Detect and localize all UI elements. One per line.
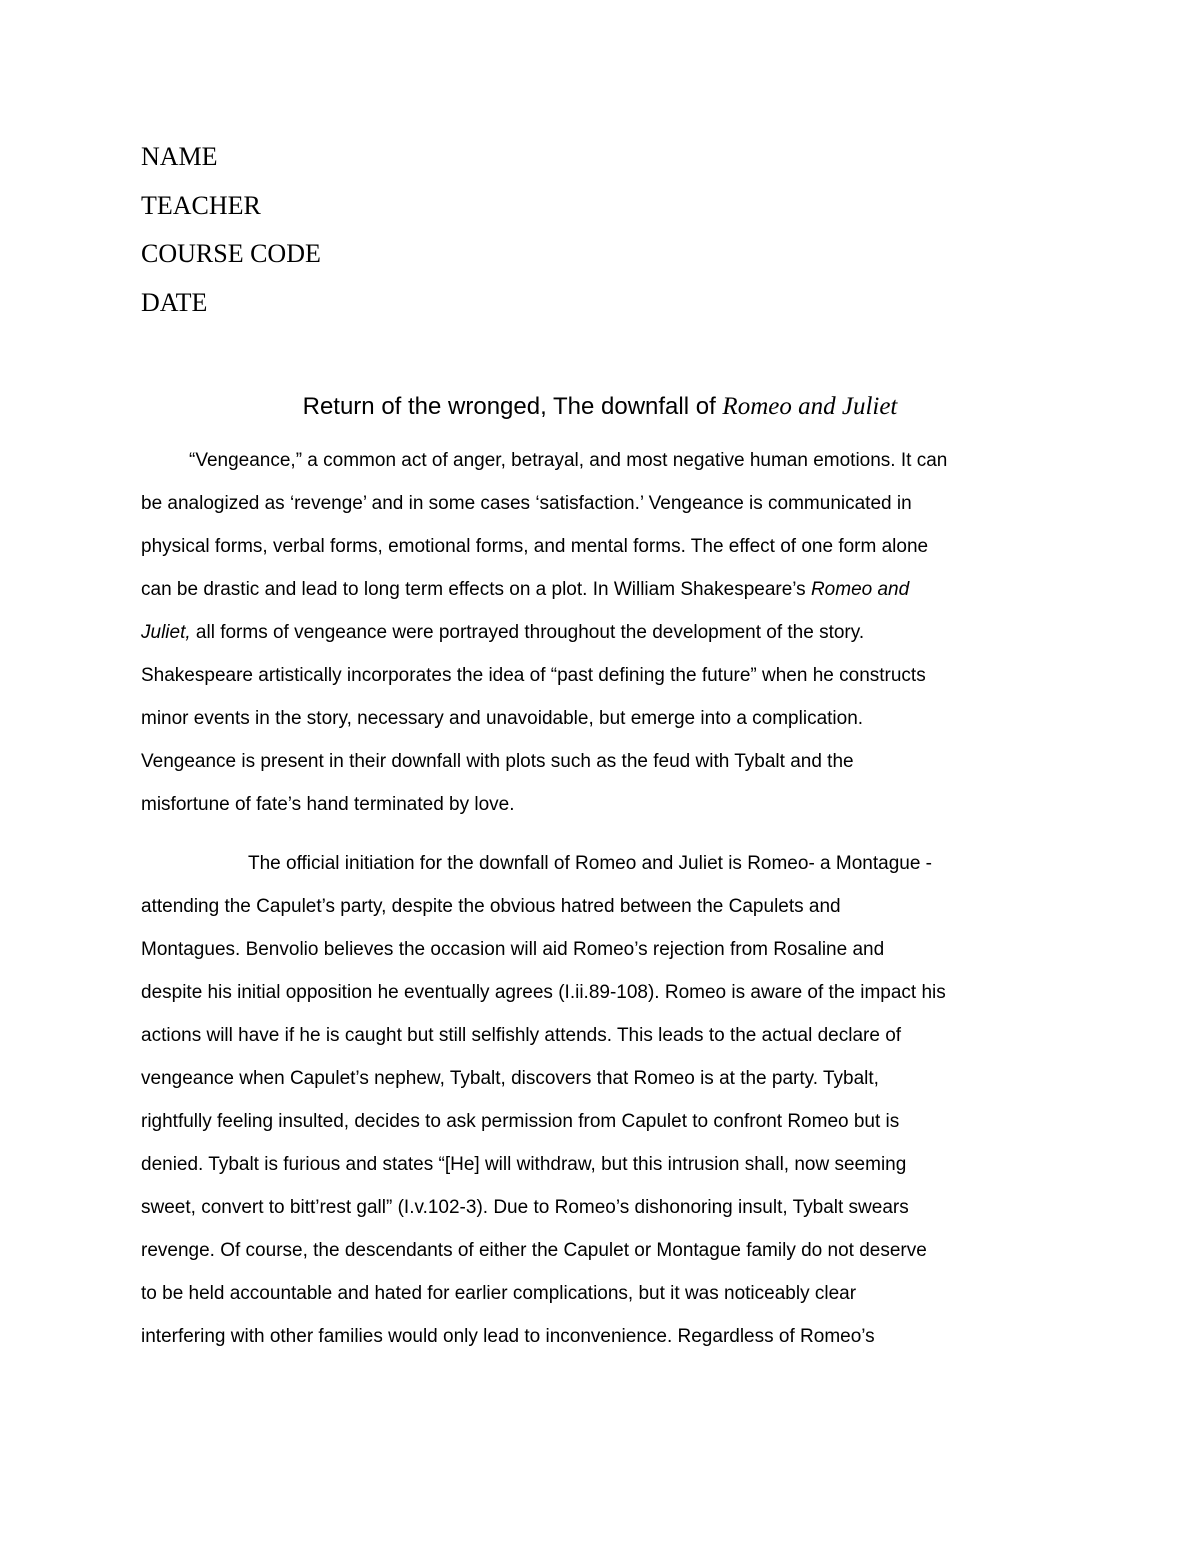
paragraph-line: rightfully feeling insulted, decides to ask permission from Capulet to confront Romeo but is [141,1111,900,1132]
paragraph-line: denied. Tybalt is furious and states “[He] will withdraw, but this intrusion shall, now seeming [141,1154,907,1175]
paragraph-line [141,620,864,646]
paragraph-line: actions will have if he is caught but still selfishly attends. This leads to the actual declare of [141,1025,902,1046]
paragraph-line: minor events in the story, necessary and unavoidable, but emerge into a complication. [141,708,864,729]
paragraph-line: sweet, convert to bitt’rest gall” (I.v.102-3). Due to Romeo’s dishonoring insult, Tybalt swears [141,1197,909,1218]
work-title-italic: Juliet, [141,622,191,643]
paragraph-line: misfortune of fate’s hand terminated by love. [141,794,515,815]
paragraph-line: Vengeance is present in their downfall with plots such as the feud with Tybalt and the [141,751,854,772]
paragraph-line: Shakespeare artistically incorporates the idea of “past defining the future” when he constructs [141,665,926,686]
paragraph-line: “Vengeance,” a common act of anger, betrayal, and most negative human emotions. It can [189,450,948,471]
work-title-italic: Romeo and [810,579,910,600]
paragraph-line: Montagues. Benvolio believes the occasion will aid Romeo’s rejection from Rosaline and [141,939,885,960]
paragraph-line: revenge. Of course, the descendants of either the Capulet or Montague family do not deserve [141,1240,927,1261]
paragraph-line: to be held accountable and hated for earlier complications, but it was noticeably clear [141,1283,857,1304]
essay-title [0,390,1200,424]
paragraph-line: vengeance when Capulet’s nephew, Tybalt, discovers that Romeo is at the party. Tybalt, [141,1068,879,1089]
paragraph-line: attending the Capulet’s party, despite the obvious hatred between the Capulets and [141,896,841,917]
paragraph-line: The official initiation for the downfall of Romeo and Juliet is Romeo- a Montague - [248,853,933,874]
paragraph-line: physical forms, verbal forms, emotional forms, and mental forms. The effect of one form alone [141,536,929,557]
paragraph-line: despite his initial opposition he eventually agrees (I.ii.89-108). Romeo is aware of the impact his [141,982,946,1003]
paragraph-text: can be drastic and lead to long term effects on a plot. In William Shakespeare’s [141,579,811,600]
paragraph-line: be analogized as ‘revenge’ and in some cases ‘satisfaction.’ Vengeance is communicated in [141,493,912,514]
paragraph-line: interfering with other families would only lead to inconvenience. Regardless of Romeo’s [141,1326,875,1347]
essay-title-text: Return of the wronged, The downfall of [302,393,723,420]
student-name: NAME [141,142,218,171]
course-code: COURSE CODE [141,239,321,268]
paragraph-text: all forms of vengeance were portrayed throughout the development of the story. [190,622,865,643]
date: DATE [141,288,208,317]
paragraph-line [141,577,909,603]
essay-title-work: Romeo and Juliet [722,393,898,420]
teacher-name: TEACHER [141,191,261,220]
